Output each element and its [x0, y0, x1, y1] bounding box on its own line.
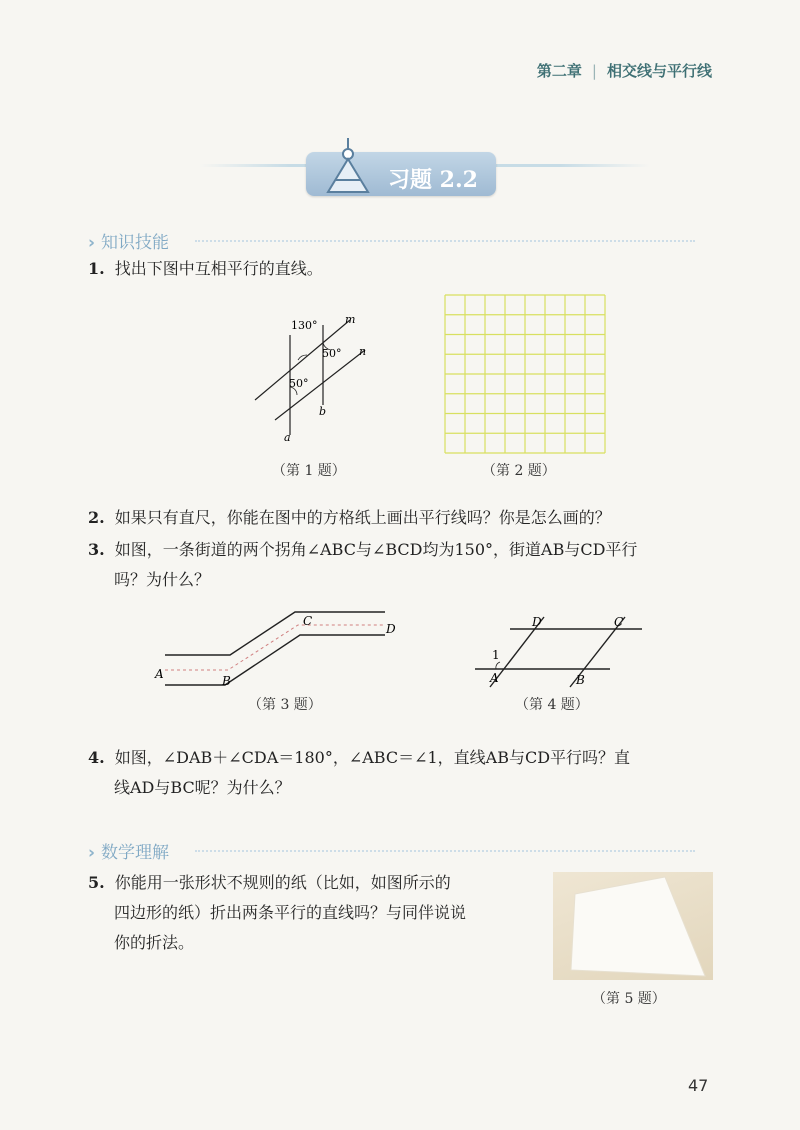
chevron-right-icon: › [88, 843, 96, 863]
point-A: A [490, 671, 499, 685]
question-number: 5. [88, 873, 105, 892]
figure-4-caption: （第 4 题） [515, 697, 589, 713]
chevron-right-icon: › [88, 233, 96, 253]
question-5 [88, 868, 548, 958]
question-number: 1. [88, 259, 105, 278]
chapter-label: 第二章 [536, 62, 582, 80]
quadrilateral-paper [553, 872, 713, 980]
label-n: n [359, 345, 367, 358]
figure-2-caption: （第 2 题） [482, 463, 556, 479]
figure-1-caption: （第 1 题） [272, 463, 346, 479]
question-2 [88, 503, 611, 533]
question-text-line1: 如图，一条街道的两个拐角∠ABC与∠BCD均为150°，街道AB与CD平行 [114, 540, 638, 559]
question-text-line2: 吗？为什么？ [114, 570, 211, 589]
point-D: D [386, 622, 396, 636]
point-C: C [303, 614, 313, 628]
section-rule [195, 850, 695, 852]
angle-1-label: 1 [492, 648, 500, 662]
question-1 [88, 254, 323, 284]
question-3 [88, 535, 728, 595]
question-text: 找出下图中互相平行的直线。 [114, 259, 323, 278]
section-understanding-label: 数学理解 [101, 843, 170, 863]
figure-3-street [150, 605, 410, 695]
question-number: 2. [88, 508, 105, 527]
question-text-line2: 四边形的纸）折出两条平行的直线吗？与同伴说说 [114, 903, 467, 922]
page-header: 第二章 | 相交线与平行线 [536, 62, 712, 80]
question-text-line1: 如图，∠DAB＋∠CDA＝180°，∠ABC＝∠1，直线AB与CD平行吗？直 [114, 748, 631, 767]
angle-label-50-right: 50° [322, 347, 342, 360]
point-B: B [222, 674, 231, 688]
point-B: B [576, 673, 585, 687]
figure-3-caption: （第 3 题） [248, 697, 322, 713]
question-text-line2: 线AD与BC呢？为什么？ [114, 778, 291, 797]
compass-icon [318, 132, 378, 196]
section-skills-label: 知识技能 [101, 233, 170, 253]
angle-label-50-mid: 50° [289, 377, 309, 390]
label-m: m [345, 313, 356, 326]
question-text-line3: 你的折法。 [114, 933, 195, 952]
figure-1 [245, 305, 385, 445]
question-number: 4. [88, 748, 105, 767]
question-text: 如果只有直尺，你能在图中的方格纸上画出平行线吗？你是怎么画的？ [114, 508, 611, 527]
question-number: 3. [88, 540, 105, 559]
figure-5-photo [553, 872, 713, 980]
section-rule [195, 240, 695, 242]
figure-5-caption: （第 5 题） [592, 991, 666, 1007]
point-C: C [614, 615, 624, 629]
angle-label-130: 130° [291, 319, 318, 332]
exercise-title: 习题 2.2 [388, 167, 478, 193]
page-number: 47 [688, 1076, 709, 1095]
figure-4-parallelogram [470, 612, 650, 690]
label-a: a [284, 431, 291, 444]
chapter-title: 相交线与平行线 [606, 62, 712, 80]
question-4 [88, 743, 728, 803]
label-b: b [319, 405, 327, 418]
figure-2-grid-paper [444, 294, 606, 454]
section-skills [88, 228, 169, 253]
point-D: D [532, 615, 542, 629]
section-understanding [88, 838, 169, 863]
point-A: A [155, 667, 164, 681]
question-text-line1: 你能用一张形状不规则的纸（比如，如图所示的 [114, 873, 451, 892]
